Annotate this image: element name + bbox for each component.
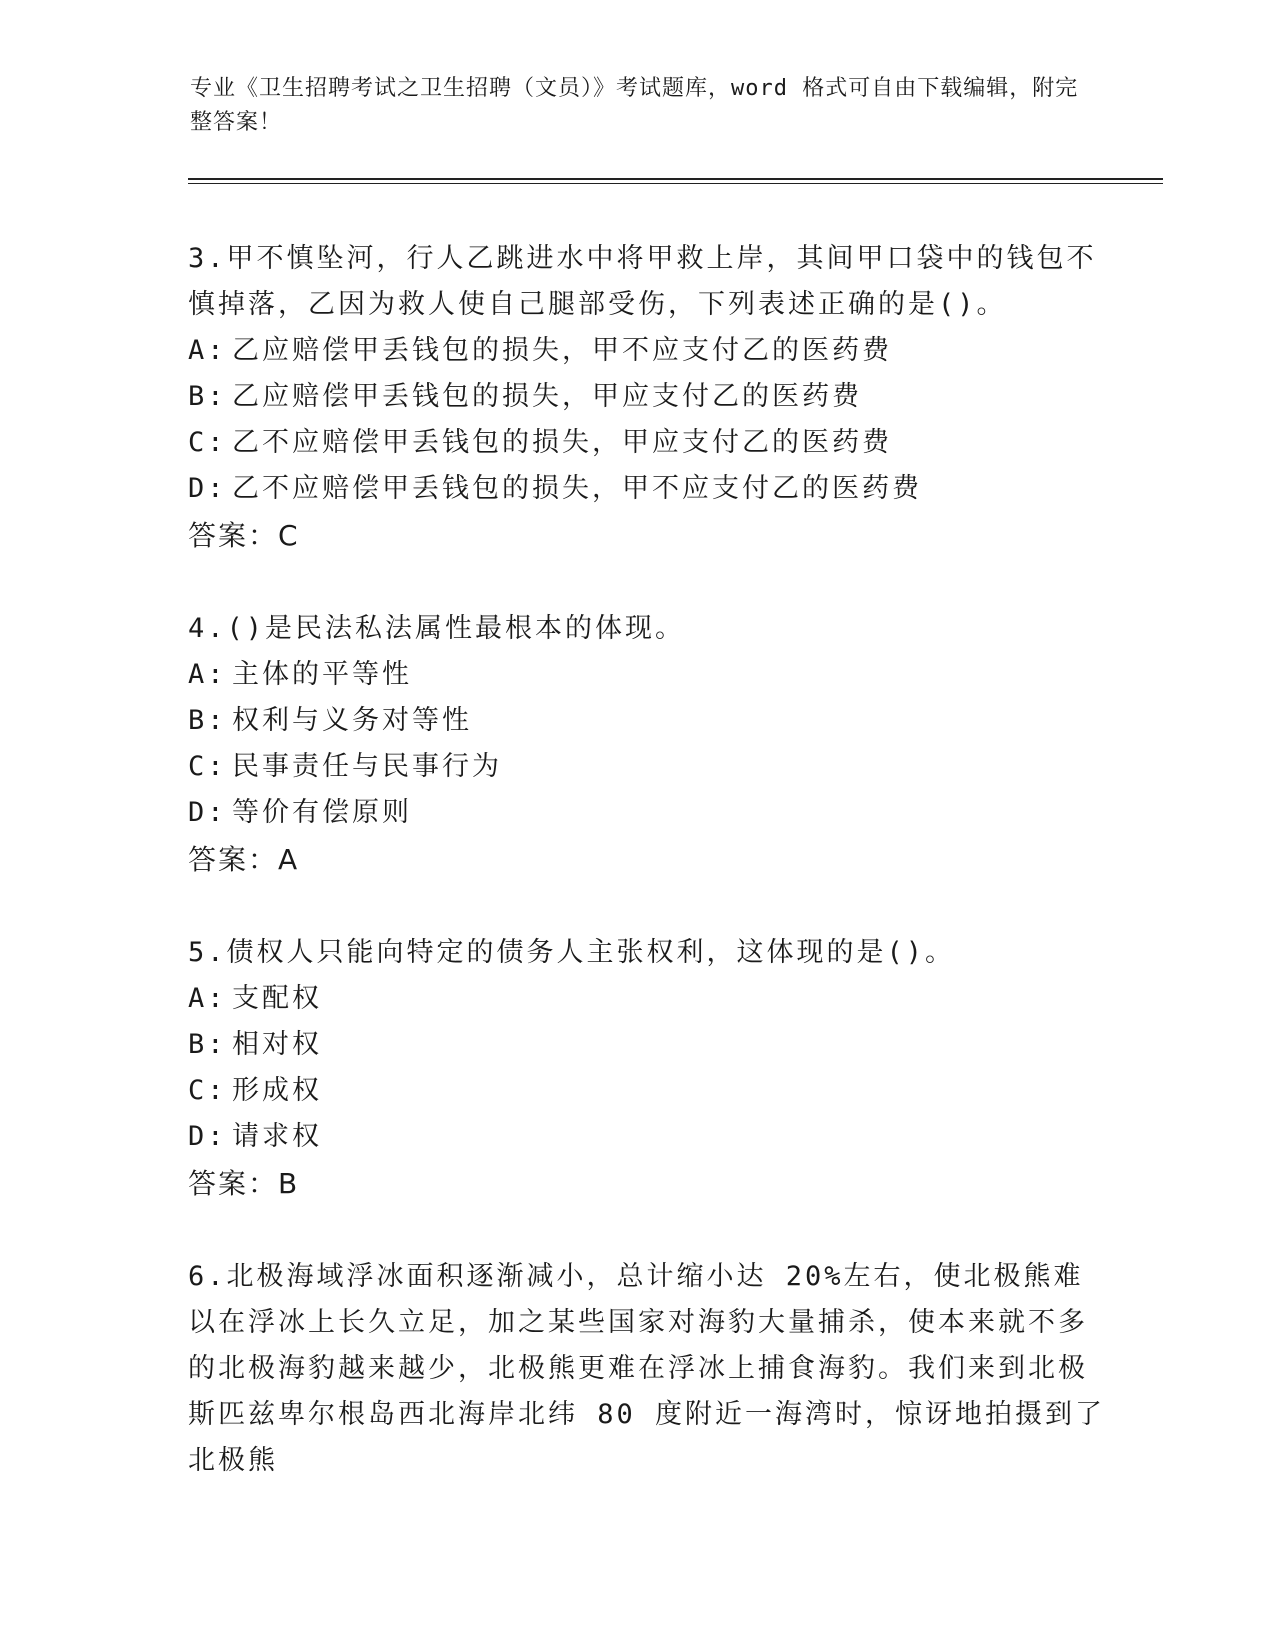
option-a <box>188 652 1108 698</box>
question-4 <box>188 606 1108 884</box>
option-c <box>188 744 1108 790</box>
answer: 答案：B <box>188 1167 300 1200</box>
option-text: 乙应赔偿甲丢钱包的损失，甲应支付乙的医药费 <box>232 381 862 412</box>
option-text: 相对权 <box>232 1029 322 1060</box>
question-6 <box>188 1254 1108 1484</box>
option-b <box>188 374 1108 420</box>
option-letter: A: <box>188 659 227 690</box>
option-letter: D: <box>188 473 227 504</box>
option-text: 主体的平等性 <box>232 659 412 690</box>
option-letter: A: <box>188 983 227 1014</box>
option-text: 等价有偿原则 <box>232 797 412 828</box>
option-d <box>188 1114 1108 1160</box>
question-5 <box>188 930 1108 1208</box>
document-header: 专业《卫生招聘考试之卫生招聘（文员）》考试题库，word 格式可自由下载编辑，附完整答案！ <box>190 76 1079 135</box>
option-text: 民事责任与民事行为 <box>232 751 502 782</box>
option-letter: B: <box>188 705 227 736</box>
option-b <box>188 698 1108 744</box>
option-text: 请求权 <box>232 1121 322 1152</box>
question-text: 3.甲不慎坠河，行人乙跳进水中将甲救上岸，其间甲口袋中的钱包不慎掉落，乙因为救人使自己腿部受伤，下列表述正确的是()。 <box>188 243 1097 320</box>
header-divider-thin <box>188 183 1163 184</box>
option-text: 乙不应赔偿甲丢钱包的损失，甲不应支付乙的医药费 <box>232 473 922 504</box>
option-b <box>188 1022 1108 1068</box>
option-text: 乙不应赔偿甲丢钱包的损失，甲应支付乙的医药费 <box>232 427 892 458</box>
question-text: 5.债权人只能向特定的债务人主张权利，这体现的是()。 <box>188 937 956 968</box>
option-letter: C: <box>188 1075 227 1106</box>
option-letter: A: <box>188 335 227 366</box>
option-letter: B: <box>188 381 227 412</box>
option-letter: C: <box>188 751 227 782</box>
question-text: 4.()是民法私法属性最根本的体现。 <box>188 613 686 644</box>
option-text: 支配权 <box>232 983 322 1014</box>
question-list <box>188 236 1108 1530</box>
option-a <box>188 328 1108 374</box>
option-text: 乙应赔偿甲丢钱包的损失，甲不应支付乙的医药费 <box>232 335 892 366</box>
answer: 答案：C <box>188 519 300 552</box>
header-divider-thick <box>188 178 1163 180</box>
option-letter: C: <box>188 427 227 458</box>
option-d <box>188 466 1108 512</box>
question-3 <box>188 236 1108 560</box>
option-letter: D: <box>188 797 227 828</box>
option-text: 权利与义务对等性 <box>232 705 472 736</box>
option-letter: D: <box>188 1121 227 1152</box>
answer: 答案：A <box>188 843 300 876</box>
option-d <box>188 790 1108 836</box>
option-c <box>188 1068 1108 1114</box>
question-text: 6.北极海域浮冰面积逐渐减小，总计缩小达 20%左右，使北极熊难以在浮冰上长久立足，加之某些国家对海豹大量捕杀，使本来就不多的北极海豹越来越少，北极熊更难在浮冰上捕食海豹。我们来到北极斯匹兹卑尔根岛西北海岸北纬 80 度附近一海湾时，惊讶地拍摄到了北极熊 <box>188 1261 1106 1476</box>
option-letter: B: <box>188 1029 227 1060</box>
option-a <box>188 976 1108 1022</box>
option-c <box>188 420 1108 466</box>
option-text: 形成权 <box>232 1075 322 1106</box>
